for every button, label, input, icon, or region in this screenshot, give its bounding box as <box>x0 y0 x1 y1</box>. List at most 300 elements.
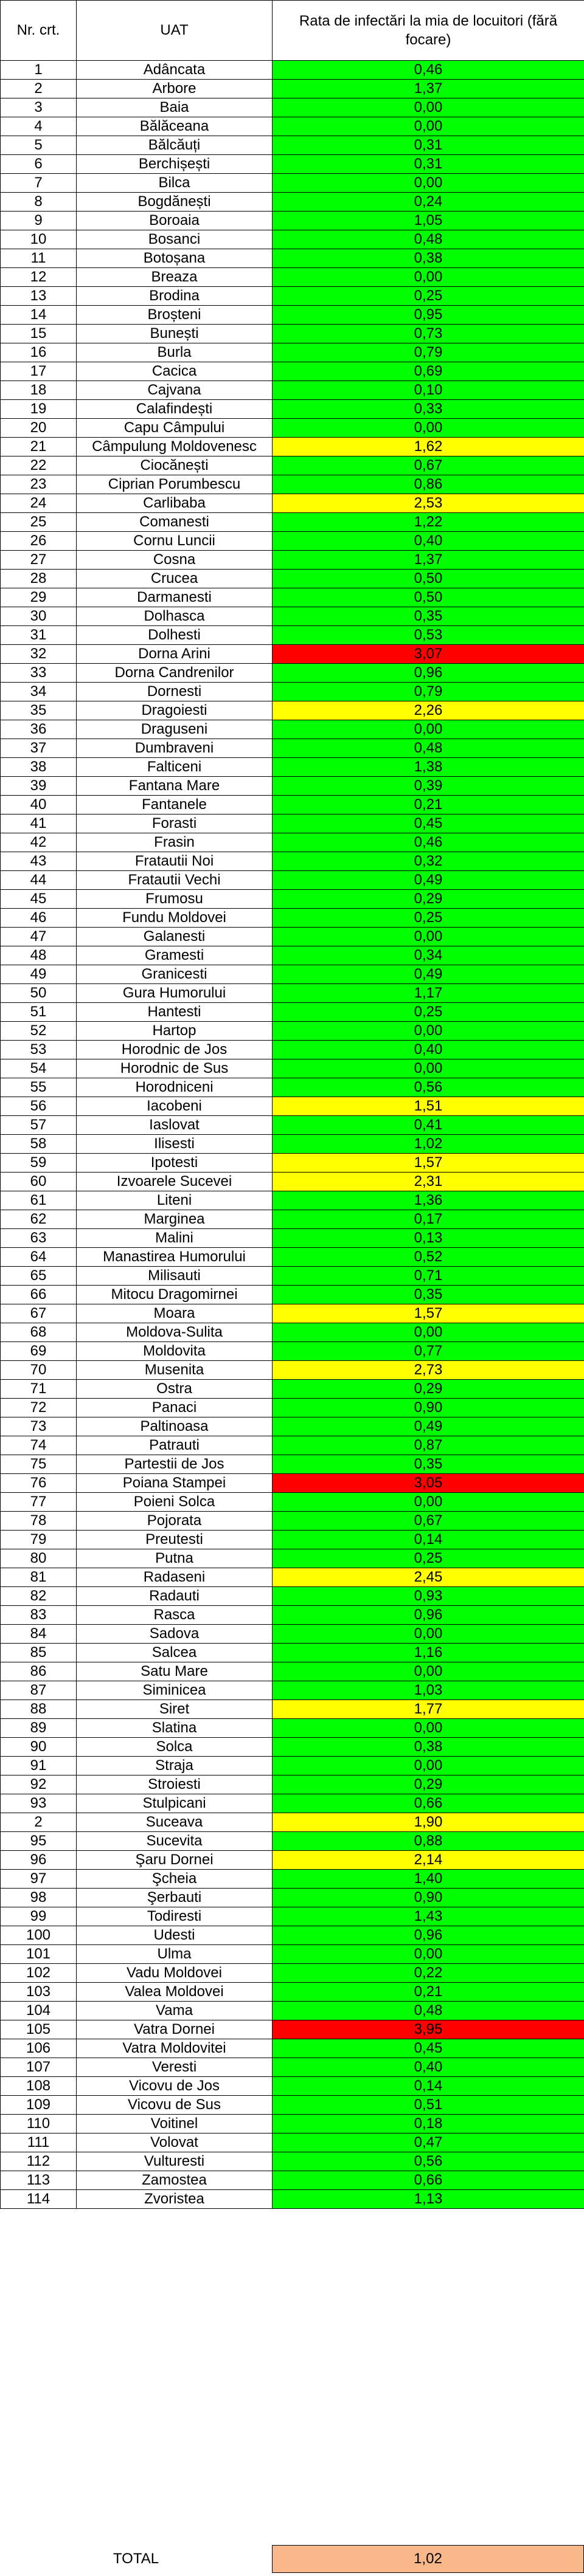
row-uat: Crucea <box>77 570 273 588</box>
row-rate: 0,48 <box>273 739 584 758</box>
table-row <box>1 230 584 249</box>
row-rate: 0,18 <box>273 2115 584 2133</box>
row-uat: Veresti <box>77 2058 273 2077</box>
table-row <box>1 1135 584 1154</box>
table-row <box>1 1323 584 1342</box>
row-number: 43 <box>1 852 77 871</box>
row-number: 98 <box>1 1889 77 1907</box>
row-uat: Satu Mare <box>77 1662 273 1681</box>
table-row <box>1 1380 584 1399</box>
row-uat: Fundu Moldovei <box>77 909 273 928</box>
row-uat: Suceava <box>77 1813 273 1832</box>
row-uat: Putna <box>77 1549 273 1568</box>
row-number: 26 <box>1 532 77 551</box>
table-row <box>1 1173 584 1191</box>
table-row <box>1 2171 584 2190</box>
row-rate: 0,14 <box>273 2077 584 2096</box>
row-uat: Ipotesti <box>77 1154 273 1173</box>
row-number: 60 <box>1 1173 77 1191</box>
table-row <box>1 1210 584 1229</box>
row-rate: 0,00 <box>273 928 584 946</box>
row-uat: Slatina <box>77 1719 273 1738</box>
table-row <box>1 871 584 890</box>
row-number: 114 <box>1 2190 77 2209</box>
table-row <box>1 1662 584 1681</box>
row-number: 44 <box>1 871 77 890</box>
table-row <box>1 249 584 268</box>
row-rate: 2,73 <box>273 1361 584 1380</box>
table-row <box>1 513 584 532</box>
row-number: 32 <box>1 645 77 664</box>
table-row <box>1 664 584 683</box>
table-row <box>1 268 584 287</box>
row-rate: 0,41 <box>273 1116 584 1135</box>
row-rate: 1,51 <box>273 1097 584 1116</box>
row-rate: 0,00 <box>273 720 584 739</box>
row-number: 23 <box>1 475 77 494</box>
row-uat: Liteni <box>77 1191 273 1210</box>
row-uat: Radaseni <box>77 1568 273 1587</box>
row-number: 95 <box>1 1832 77 1851</box>
row-uat: Iaslovat <box>77 1116 273 1135</box>
row-uat: Izvoarele Sucevei <box>77 1173 273 1191</box>
row-rate: 0,56 <box>273 1078 584 1097</box>
row-rate: 0,77 <box>273 1342 584 1361</box>
row-uat: Fantanele <box>77 796 273 814</box>
row-rate: 0,31 <box>273 155 584 174</box>
row-uat: Falticeni <box>77 758 273 777</box>
row-rate: 0,66 <box>273 2171 584 2190</box>
row-number: 38 <box>1 758 77 777</box>
row-uat: Vadu Moldovei <box>77 1964 273 1983</box>
row-uat: Botoșana <box>77 249 273 268</box>
row-rate: 0,96 <box>273 1926 584 1945</box>
row-uat: Forasti <box>77 814 273 833</box>
row-rate: 0,00 <box>273 1757 584 1775</box>
table-row <box>1 1983 584 2002</box>
row-number: 81 <box>1 1568 77 1587</box>
row-rate: 3,07 <box>273 645 584 664</box>
table-row <box>1 1078 584 1097</box>
table-row <box>1 2133 584 2152</box>
table-row <box>1 1549 584 1568</box>
row-number: 73 <box>1 1417 77 1436</box>
table-row <box>1 61 584 80</box>
row-uat: Bogdănești <box>77 193 273 212</box>
table-row <box>1 494 584 513</box>
row-uat: Horodniceni <box>77 1078 273 1097</box>
row-rate: 0,49 <box>273 871 584 890</box>
row-rate: 1,36 <box>273 1191 584 1210</box>
table-row <box>1 1342 584 1361</box>
row-number: 84 <box>1 1625 77 1644</box>
table-body <box>1 61 584 2209</box>
row-uat: Patrauti <box>77 1436 273 1455</box>
row-number: 72 <box>1 1399 77 1417</box>
table-row <box>1 1417 584 1436</box>
table-row <box>1 777 584 796</box>
row-rate: 0,79 <box>273 683 584 701</box>
row-uat: Iacobeni <box>77 1097 273 1116</box>
row-rate: 0,00 <box>273 1059 584 1078</box>
table-row <box>1 1436 584 1455</box>
row-number: 93 <box>1 1794 77 1813</box>
row-number: 2 <box>1 1813 77 1832</box>
row-uat: Marginea <box>77 1210 273 1229</box>
row-rate: 0,25 <box>273 1549 584 1568</box>
row-number: 13 <box>1 287 77 306</box>
row-number: 14 <box>1 306 77 325</box>
row-number: 53 <box>1 1041 77 1059</box>
row-number: 47 <box>1 928 77 946</box>
table-row <box>1 2152 584 2171</box>
row-uat: Volovat <box>77 2133 273 2152</box>
row-uat: Boroaia <box>77 212 273 230</box>
row-uat: Dumbraveni <box>77 739 273 758</box>
row-number: 27 <box>1 551 77 570</box>
row-uat: Milisauti <box>77 1267 273 1286</box>
row-uat: Carlibaba <box>77 494 273 513</box>
table-row <box>1 400 584 419</box>
row-rate: 0,66 <box>273 1794 584 1813</box>
row-uat: Bălăceana <box>77 117 273 136</box>
row-uat: Dolhesti <box>77 626 273 645</box>
row-number: 71 <box>1 1380 77 1399</box>
row-number: 6 <box>1 155 77 174</box>
table-row <box>1 946 584 965</box>
row-number: 12 <box>1 268 77 287</box>
row-rate: 0,79 <box>273 343 584 362</box>
table-row <box>1 2020 584 2039</box>
table-row <box>1 1794 584 1813</box>
row-uat: Darmanesti <box>77 588 273 607</box>
row-uat: Şcheia <box>77 1870 273 1889</box>
table-row <box>1 1361 584 1380</box>
table-row <box>1 2115 584 2133</box>
row-rate: 0,00 <box>273 98 584 117</box>
row-number: 40 <box>1 796 77 814</box>
row-uat: Dorna Arini <box>77 645 273 664</box>
row-number: 86 <box>1 1662 77 1681</box>
row-number: 105 <box>1 2020 77 2039</box>
table-row <box>1 438 584 456</box>
table-row <box>1 174 584 193</box>
row-number: 70 <box>1 1361 77 1380</box>
row-number: 54 <box>1 1059 77 1078</box>
table-row <box>1 739 584 758</box>
row-uat: Panaci <box>77 1399 273 1417</box>
row-number: 37 <box>1 739 77 758</box>
table-row <box>1 2096 584 2115</box>
row-number: 7 <box>1 174 77 193</box>
row-rate: 0,67 <box>273 1512 584 1531</box>
row-number: 16 <box>1 343 77 362</box>
row-rate: 0,00 <box>273 1945 584 1964</box>
row-rate: 1,37 <box>273 551 584 570</box>
row-uat: Bilca <box>77 174 273 193</box>
row-rate: 0,67 <box>273 456 584 475</box>
table-row <box>1 683 584 701</box>
row-uat: Salcea <box>77 1644 273 1662</box>
row-rate: 1,13 <box>273 2190 584 2209</box>
row-rate: 0,46 <box>273 61 584 80</box>
row-rate: 1,22 <box>273 513 584 532</box>
row-rate: 0,86 <box>273 475 584 494</box>
row-uat: Siret <box>77 1700 273 1719</box>
row-number: 31 <box>1 626 77 645</box>
table-row <box>1 532 584 551</box>
row-number: 17 <box>1 362 77 381</box>
row-rate: 0,00 <box>273 1662 584 1681</box>
row-uat: Vatra Moldovitei <box>77 2039 273 2058</box>
row-uat: Zvoristea <box>77 2190 273 2209</box>
row-uat: Fratautii Noi <box>77 852 273 871</box>
row-uat: Ciprian Porumbescu <box>77 475 273 494</box>
row-rate: 1,77 <box>273 1700 584 1719</box>
row-number: 102 <box>1 1964 77 1983</box>
row-number: 28 <box>1 570 77 588</box>
row-number: 36 <box>1 720 77 739</box>
row-rate: 1,37 <box>273 80 584 98</box>
row-uat: Stroiesti <box>77 1775 273 1794</box>
header-row <box>1 1 584 61</box>
row-uat: Vatra Dornei <box>77 2020 273 2039</box>
row-rate: 0,35 <box>273 1455 584 1474</box>
row-uat: Valea Moldovei <box>77 1983 273 2002</box>
row-rate: 3,95 <box>273 2020 584 2039</box>
row-uat: Poieni Solca <box>77 1493 273 1512</box>
row-number: 82 <box>1 1587 77 1606</box>
row-number: 68 <box>1 1323 77 1342</box>
table-row <box>1 136 584 155</box>
row-uat: Dorna Candrenilor <box>77 664 273 683</box>
row-uat: Arbore <box>77 80 273 98</box>
row-number: 85 <box>1 1644 77 1662</box>
header-rate: Rata de infectări la mia de locuitori (fără focare) <box>273 1 584 61</box>
row-number: 101 <box>1 1945 77 1964</box>
row-uat: Partestii de Jos <box>77 1455 273 1474</box>
row-rate: 0,90 <box>273 1399 584 1417</box>
row-number: 109 <box>1 2096 77 2115</box>
row-uat: Bălcăuți <box>77 136 273 155</box>
table-row <box>1 212 584 230</box>
table-row <box>1 1775 584 1794</box>
row-rate: 0,00 <box>273 1493 584 1512</box>
row-number: 1 <box>1 61 77 80</box>
row-uat: Baia <box>77 98 273 117</box>
row-rate: 0,45 <box>273 814 584 833</box>
row-uat: Poiana Stampei <box>77 1474 273 1493</box>
row-rate: 1,40 <box>273 1870 584 1889</box>
row-uat: Vicovu de Sus <box>77 2096 273 2115</box>
row-uat: Ulma <box>77 1945 273 1964</box>
row-uat: Granicesti <box>77 965 273 984</box>
row-rate: 0,21 <box>273 1983 584 2002</box>
row-rate: 1,62 <box>273 438 584 456</box>
row-number: 56 <box>1 1097 77 1116</box>
row-uat: Broșteni <box>77 306 273 325</box>
row-rate: 0,00 <box>273 117 584 136</box>
table-row <box>1 1700 584 1719</box>
row-uat: Bunești <box>77 325 273 343</box>
table-row <box>1 1945 584 1964</box>
row-number: 4 <box>1 117 77 136</box>
row-uat: Burla <box>77 343 273 362</box>
row-number: 96 <box>1 1851 77 1870</box>
row-rate: 0,53 <box>273 626 584 645</box>
row-number: 30 <box>1 607 77 626</box>
table-row <box>1 1644 584 1662</box>
row-uat: Radauti <box>77 1587 273 1606</box>
row-rate: 0,25 <box>273 1003 584 1022</box>
row-rate: 0,25 <box>273 909 584 928</box>
table-row <box>1 588 584 607</box>
row-rate: 0,40 <box>273 1041 584 1059</box>
row-rate: 0,24 <box>273 193 584 212</box>
table-row <box>1 1926 584 1945</box>
row-rate: 0,10 <box>273 381 584 400</box>
row-rate: 0,49 <box>273 1417 584 1436</box>
table-row <box>1 1248 584 1267</box>
table-row <box>1 1116 584 1135</box>
row-number: 57 <box>1 1116 77 1135</box>
row-rate: 2,53 <box>273 494 584 513</box>
row-uat: Dornesti <box>77 683 273 701</box>
row-rate: 1,02 <box>273 1135 584 1154</box>
row-uat: Frasin <box>77 833 273 852</box>
row-number: 69 <box>1 1342 77 1361</box>
row-rate: 1,57 <box>273 1154 584 1173</box>
table-row <box>1 117 584 136</box>
row-uat: Solca <box>77 1738 273 1757</box>
row-uat: Horodnic de Sus <box>77 1059 273 1078</box>
table-row <box>1 1757 584 1775</box>
row-uat: Horodnic de Jos <box>77 1041 273 1059</box>
row-number: 103 <box>1 1983 77 2002</box>
table-row <box>1 928 584 946</box>
row-uat: Dragoiesti <box>77 701 273 720</box>
row-number: 66 <box>1 1286 77 1304</box>
row-rate: 1,16 <box>273 1644 584 1662</box>
row-number: 77 <box>1 1493 77 1512</box>
table-row <box>1 2058 584 2077</box>
row-uat: Cajvana <box>77 381 273 400</box>
row-number: 39 <box>1 777 77 796</box>
row-number: 11 <box>1 249 77 268</box>
row-number: 108 <box>1 2077 77 2096</box>
table-row <box>1 570 584 588</box>
row-rate: 0,69 <box>273 362 584 381</box>
row-rate: 0,32 <box>273 852 584 871</box>
row-uat: Hartop <box>77 1022 273 1041</box>
row-number: 110 <box>1 2115 77 2133</box>
row-uat: Vulturesti <box>77 2152 273 2171</box>
row-number: 61 <box>1 1191 77 1210</box>
table-row <box>1 306 584 325</box>
row-uat: Sucevita <box>77 1832 273 1851</box>
row-rate: 0,22 <box>273 1964 584 1983</box>
row-number: 2 <box>1 80 77 98</box>
row-number: 51 <box>1 1003 77 1022</box>
row-number: 112 <box>1 2152 77 2171</box>
table-row <box>1 965 584 984</box>
row-uat: Brodina <box>77 287 273 306</box>
row-uat: Musenita <box>77 1361 273 1380</box>
table-row <box>1 2190 584 2209</box>
table-row <box>1 1568 584 1587</box>
row-uat: Ilisesti <box>77 1135 273 1154</box>
row-uat: Vicovu de Jos <box>77 2077 273 2096</box>
row-number: 29 <box>1 588 77 607</box>
row-rate: 0,39 <box>273 777 584 796</box>
table-row <box>1 1493 584 1512</box>
row-uat: Siminicea <box>77 1681 273 1700</box>
row-number: 76 <box>1 1474 77 1493</box>
row-number: 41 <box>1 814 77 833</box>
table-row <box>1 475 584 494</box>
row-number: 92 <box>1 1775 77 1794</box>
row-rate: 1,90 <box>273 1813 584 1832</box>
table-row <box>1 551 584 570</box>
row-number: 87 <box>1 1681 77 1700</box>
row-number: 46 <box>1 909 77 928</box>
table-row <box>1 1813 584 1832</box>
row-rate: 0,00 <box>273 1323 584 1342</box>
row-uat: Şaru Dornei <box>77 1851 273 1870</box>
row-rate: 0,00 <box>273 1022 584 1041</box>
table-row <box>1 1097 584 1116</box>
row-rate: 1,17 <box>273 984 584 1003</box>
row-rate: 0,48 <box>273 2002 584 2020</box>
row-rate: 1,43 <box>273 1907 584 1926</box>
row-rate: 0,34 <box>273 946 584 965</box>
row-rate: 2,14 <box>273 1851 584 1870</box>
row-rate: 0,50 <box>273 588 584 607</box>
row-number: 9 <box>1 212 77 230</box>
row-uat: Fratautii Vechi <box>77 871 273 890</box>
table-row <box>1 1681 584 1700</box>
table-row <box>1 607 584 626</box>
row-rate: 0,96 <box>273 1606 584 1625</box>
row-number: 42 <box>1 833 77 852</box>
table-row <box>1 1587 584 1606</box>
table-row <box>1 1964 584 1983</box>
row-uat: Manastirea Humorului <box>77 1248 273 1267</box>
row-uat: Udesti <box>77 1926 273 1945</box>
row-number: 10 <box>1 230 77 249</box>
table-row <box>1 1870 584 1889</box>
table-row <box>1 1851 584 1870</box>
table-row <box>1 1041 584 1059</box>
row-rate: 0,87 <box>273 1436 584 1455</box>
row-rate: 1,05 <box>273 212 584 230</box>
row-uat: Cacica <box>77 362 273 381</box>
row-rate: 2,26 <box>273 701 584 720</box>
row-uat: Fantana Mare <box>77 777 273 796</box>
row-number: 59 <box>1 1154 77 1173</box>
table-row <box>1 362 584 381</box>
table-row <box>1 155 584 174</box>
table-row <box>1 1304 584 1323</box>
row-number: 3 <box>1 98 77 117</box>
table-row <box>1 984 584 1003</box>
row-rate: 0,29 <box>273 1775 584 1794</box>
table-row <box>1 1738 584 1757</box>
row-number: 55 <box>1 1078 77 1097</box>
row-number: 64 <box>1 1248 77 1267</box>
row-number: 24 <box>1 494 77 513</box>
row-uat: Stulpicani <box>77 1794 273 1813</box>
